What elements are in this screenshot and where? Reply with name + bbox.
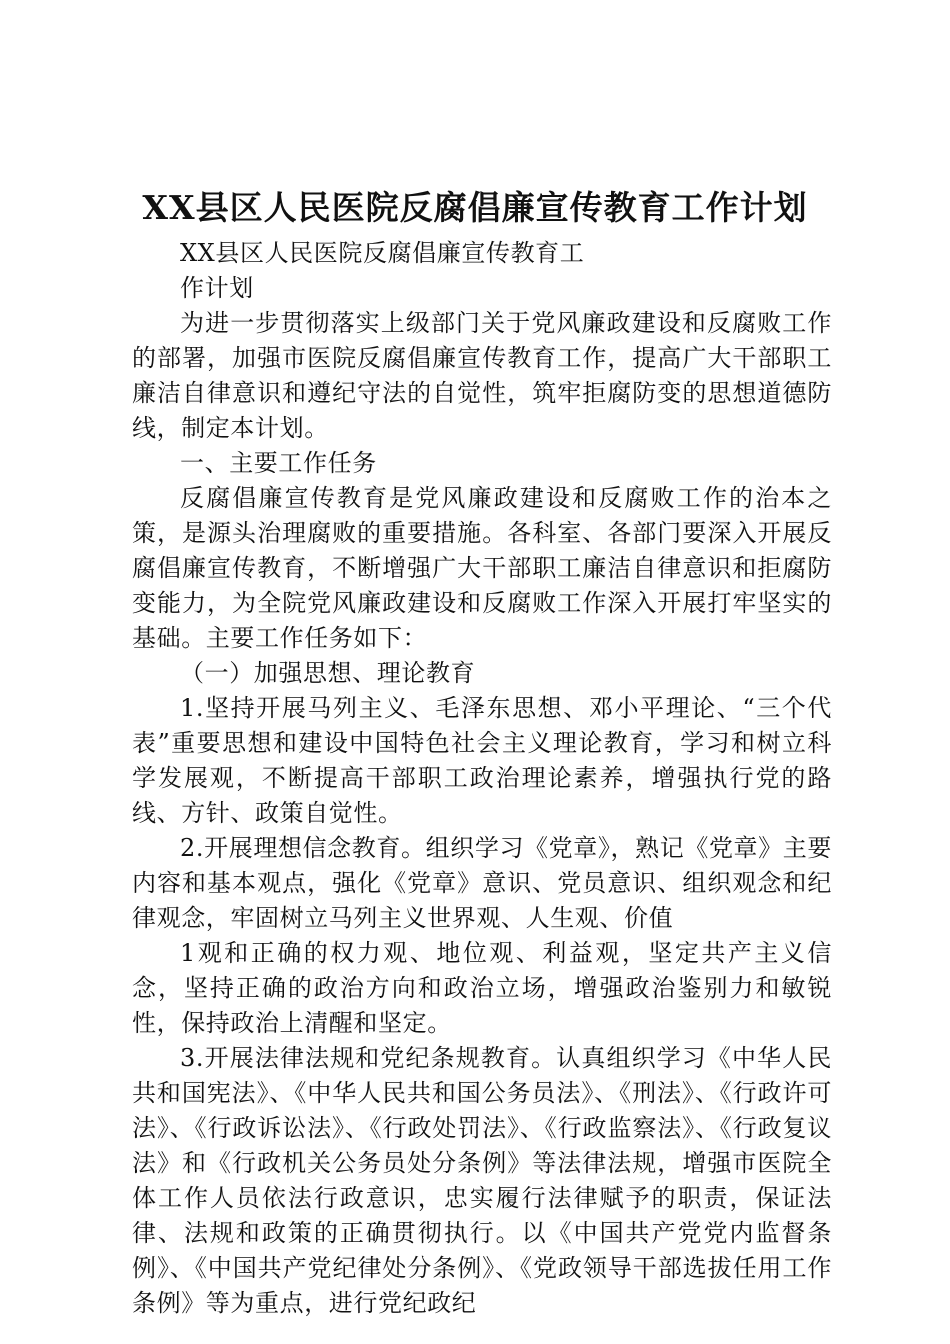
item-1-paragraph: 1.坚持开展马列主义、毛泽东思想、邓小平理论、“三个代表”重要思想和建设中国特色社会主义理论教育，学习和树立科学发展观，不断提高干部职工政治理论素养，增强执行党的路线、方针、政策自觉性。	[132, 694, 832, 827]
item-2-continuation: 1观和正确的权力观、地位观、利益观，坚定共产主义信念，坚持正确的政治方向和政治立场，增强政治鉴别力和敏锐性，保持政治上清醒和坚定。	[132, 939, 832, 1037]
subsection-1-heading: （一）加强思想、理论教育	[180, 659, 476, 687]
document-title: XX县区人民医院反腐倡廉宣传教育工作计划	[142, 188, 808, 227]
subtitle-line-2: 作计划	[180, 274, 254, 302]
item-3-paragraph: 3.开展法律法规和党纪条规教育。认真组织学习《中华人民共和国宪法》、《中华人民共和国公务员法》、《刑法》、《行政许可法》、《行政诉讼法》、《行政处罚法》、《行政监察法》、《行政复议法》和《行政机关公务员处分条例》等法律法规，增强市医院全体工作人员依法行政意识，忠实履行法律赋予的职责，保证法律、法规和政策的正确贯彻执行。以《中国共产党党内监督条例》、《中国共产党纪律处分条例》、《党政领导干部选拔任用工作条例》等为重点，进行党纪政纪	[132, 1044, 832, 1317]
item-2-paragraph: 2.开展理想信念教育。组织学习《党章》，熟记《党章》主要内容和基本观点，强化《党章》意识、党员意识、组织观念和纪律观念，牢固树立马列主义世界观、人生观、价值	[132, 834, 832, 932]
document-body	[132, 236, 832, 1321]
intro-paragraph: 为进一步贯彻落实上级部门关于党风廉政建设和反腐败工作的部署，加强市医院反腐倡廉宣传教育工作，提高广大干部职工廉洁自律意识和遵纪守法的自觉性，筑牢拒腐防变的思想道德防线，制定本计划。	[132, 309, 832, 442]
section-1-paragraph: 反腐倡廉宣传教育是党风廉政建设和反腐败工作的治本之策，是源头治理腐败的重要措施。各科室、各部门要深入开展反腐倡廉宣传教育，不断增强广大干部职工廉洁自律意识和拒腐防变能力，为全院党风廉政建设和反腐败工作深入开展打牢坚实的基础。主要工作任务如下：	[132, 484, 832, 652]
section-1-heading: 一、主要工作任务	[180, 449, 377, 477]
subtitle-line-1: XX县区人民医院反腐倡廉宣传教育工	[180, 239, 585, 267]
